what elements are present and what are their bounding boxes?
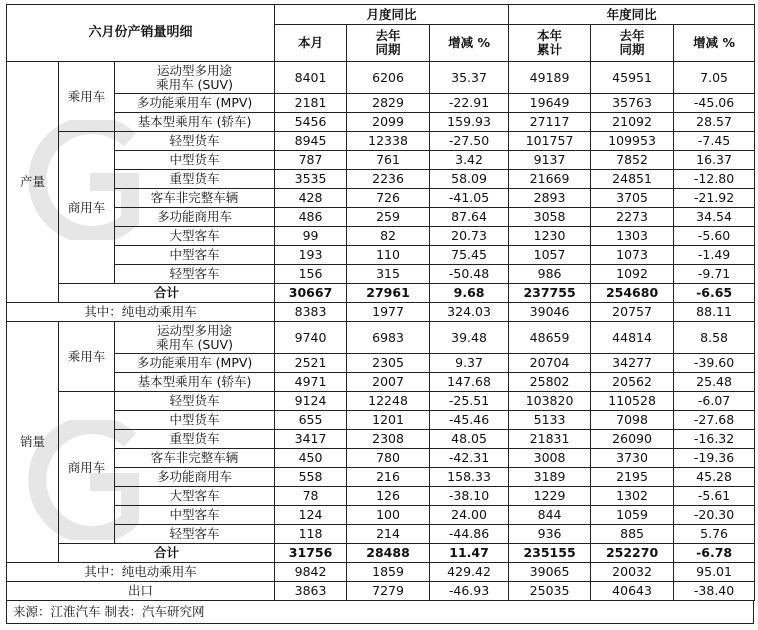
value-cell: 30667 (275, 284, 347, 303)
value-cell: 158.33 (430, 468, 509, 487)
vehicle-type-label: 中型客车 (115, 506, 275, 525)
value-cell: 75.45 (430, 246, 509, 265)
value-cell: 2273 (591, 208, 674, 227)
table-row (7, 62, 755, 94)
value-cell: 26090 (591, 430, 674, 449)
value-cell: 27117 (509, 113, 591, 132)
value-cell: 28.57 (674, 113, 755, 132)
value-cell: 1073 (591, 246, 674, 265)
value-cell: 3058 (509, 208, 591, 227)
value-cell: 3535 (275, 170, 347, 189)
col-header: 增减 % (430, 25, 509, 62)
value-cell: -25.51 (430, 392, 509, 411)
value-cell: 9137 (509, 151, 591, 170)
value-cell: 8401 (275, 62, 347, 94)
value-cell: 39065 (509, 563, 591, 582)
value-cell: 35.37 (430, 62, 509, 94)
value-cell: 103820 (509, 392, 591, 411)
table-row (7, 151, 755, 170)
value-cell: 48.05 (430, 430, 509, 449)
value-cell: 885 (591, 525, 674, 544)
sales-section-label: 销量 (7, 322, 59, 563)
value-cell: 237755 (509, 284, 591, 303)
value-cell: 1977 (347, 303, 430, 322)
value-cell: 34.54 (674, 208, 755, 227)
value-cell: 2893 (509, 189, 591, 208)
value-cell: 2521 (275, 354, 347, 373)
ev-label: 其中：纯电动乘用车 (7, 563, 275, 582)
col-header: 去年 同期 (591, 25, 674, 62)
value-cell: 45951 (591, 62, 674, 94)
value-cell: -44.86 (430, 525, 509, 544)
value-cell: 58.09 (430, 170, 509, 189)
table-row (7, 392, 755, 411)
table-row (7, 525, 755, 544)
production-sales-table (6, 4, 755, 601)
value-cell: 49189 (509, 62, 591, 94)
value-cell: 44814 (591, 322, 674, 354)
value-cell: 3189 (509, 468, 591, 487)
value-cell: 39.48 (430, 322, 509, 354)
table-row (7, 208, 755, 227)
value-cell: -7.45 (674, 132, 755, 151)
value-cell: 2305 (347, 354, 430, 373)
value-cell: 429.42 (430, 563, 509, 582)
production-commercial-label: 商用车 (59, 132, 115, 284)
value-cell: 31756 (275, 544, 347, 563)
ev-row (7, 563, 755, 582)
value-cell: -45.46 (430, 411, 509, 430)
value-cell: 1057 (509, 246, 591, 265)
value-cell: -9.71 (674, 265, 755, 284)
value-cell: 110528 (591, 392, 674, 411)
vehicle-type-label: 重型货车 (115, 430, 275, 449)
export-label: 出口 (7, 582, 275, 601)
value-cell: 99 (275, 227, 347, 246)
value-cell: 39046 (509, 303, 591, 322)
value-cell: 88.11 (674, 303, 755, 322)
value-cell: 450 (275, 449, 347, 468)
value-cell: 95.01 (674, 563, 755, 582)
value-cell: 1229 (509, 487, 591, 506)
value-cell: 1092 (591, 265, 674, 284)
value-cell: -38.10 (430, 487, 509, 506)
value-cell: 6983 (347, 322, 430, 354)
source-footer: 来源：江淮汽车 制表：汽车研究网 (6, 600, 754, 624)
value-cell: 3008 (509, 449, 591, 468)
value-cell: -27.68 (674, 411, 755, 430)
value-cell: 4971 (275, 373, 347, 392)
value-cell: 21092 (591, 113, 674, 132)
value-cell: 21831 (509, 430, 591, 449)
value-cell: 11.47 (430, 544, 509, 563)
value-cell: 126 (347, 487, 430, 506)
total-label: 合计 (59, 544, 275, 563)
value-cell: 1201 (347, 411, 430, 430)
table-row (7, 322, 755, 354)
vehicle-type-label: 中型货车 (115, 411, 275, 430)
value-cell: 48659 (509, 322, 591, 354)
value-cell: 259 (347, 208, 430, 227)
production-section-label: 产量 (7, 62, 59, 303)
value-cell: 110 (347, 246, 430, 265)
value-cell: 787 (275, 151, 347, 170)
table-row (7, 487, 755, 506)
value-cell: 214 (347, 525, 430, 544)
table-row (7, 449, 755, 468)
value-cell: 655 (275, 411, 347, 430)
value-cell: 28488 (347, 544, 430, 563)
value-cell: 21669 (509, 170, 591, 189)
value-cell: 5.76 (674, 525, 755, 544)
value-cell: 8.58 (674, 322, 755, 354)
value-cell: 1302 (591, 487, 674, 506)
value-cell: 100 (347, 506, 430, 525)
value-cell: 7.05 (674, 62, 755, 94)
value-cell: -21.92 (674, 189, 755, 208)
value-cell: -5.60 (674, 227, 755, 246)
value-cell: 101757 (509, 132, 591, 151)
value-cell: -22.91 (430, 94, 509, 113)
value-cell: -42.31 (430, 449, 509, 468)
value-cell: 25.48 (674, 373, 755, 392)
value-cell: 147.68 (430, 373, 509, 392)
vehicle-type-label: 运动型多用途 乘用车 (SUV) (115, 322, 275, 354)
value-cell: 27961 (347, 284, 430, 303)
value-cell: 3417 (275, 430, 347, 449)
value-cell: 9842 (275, 563, 347, 582)
value-cell: 844 (509, 506, 591, 525)
vehicle-type-label: 基本型乘用车 (轿车) (115, 113, 275, 132)
value-cell: 235155 (509, 544, 591, 563)
value-cell: 87.64 (430, 208, 509, 227)
col-header: 本年 累计 (509, 25, 591, 62)
vehicle-type-label: 基本型乘用车 (轿车) (115, 373, 275, 392)
value-cell: 780 (347, 449, 430, 468)
table-row (7, 354, 755, 373)
value-cell: 20032 (591, 563, 674, 582)
value-cell: 5133 (509, 411, 591, 430)
value-cell: 9740 (275, 322, 347, 354)
yearly-group-header: 年度同比 (509, 5, 755, 25)
value-cell: 1303 (591, 227, 674, 246)
value-cell: 1230 (509, 227, 591, 246)
value-cell: 2007 (347, 373, 430, 392)
value-cell: 20704 (509, 354, 591, 373)
table-row (7, 246, 755, 265)
table-row (7, 468, 755, 487)
value-cell: -50.48 (430, 265, 509, 284)
value-cell: 2308 (347, 430, 430, 449)
value-cell: 2195 (591, 468, 674, 487)
value-cell: 936 (509, 525, 591, 544)
table-row (7, 189, 755, 208)
value-cell: -6.65 (674, 284, 755, 303)
vehicle-type-label: 中型货车 (115, 151, 275, 170)
vehicle-type-label: 多功能商用车 (115, 208, 275, 227)
ev-label: 其中：纯电动乘用车 (7, 303, 275, 322)
value-cell: 428 (275, 189, 347, 208)
value-cell: 118 (275, 525, 347, 544)
table-row (7, 113, 755, 132)
sales-commercial-label: 商用车 (59, 392, 115, 544)
value-cell: 254680 (591, 284, 674, 303)
table-row (7, 170, 755, 189)
sales-passenger-label: 乘用车 (59, 322, 115, 392)
table-row (7, 411, 755, 430)
value-cell: 34277 (591, 354, 674, 373)
value-cell: -6.78 (674, 544, 755, 563)
value-cell: 16.37 (674, 151, 755, 170)
table-row (7, 506, 755, 525)
table-row (7, 227, 755, 246)
value-cell: 78 (275, 487, 347, 506)
value-cell: 25035 (509, 582, 591, 601)
vehicle-type-label: 多功能乘用车 (MPV) (115, 94, 275, 113)
value-cell: 20757 (591, 303, 674, 322)
vehicle-type-label: 大型客车 (115, 487, 275, 506)
table-row (7, 430, 755, 449)
value-cell: 20562 (591, 373, 674, 392)
value-cell: 558 (275, 468, 347, 487)
value-cell: 40643 (591, 582, 674, 601)
value-cell: 2236 (347, 170, 430, 189)
value-cell: 109953 (591, 132, 674, 151)
value-cell: 9.37 (430, 354, 509, 373)
table-row (7, 373, 755, 392)
vehicle-type-label: 重型货车 (115, 170, 275, 189)
value-cell: 726 (347, 189, 430, 208)
value-cell: 324.03 (430, 303, 509, 322)
value-cell: 315 (347, 265, 430, 284)
col-header: 去年 同期 (347, 25, 430, 62)
value-cell: 25802 (509, 373, 591, 392)
value-cell: 19649 (509, 94, 591, 113)
value-cell: -1.49 (674, 246, 755, 265)
value-cell: 3705 (591, 189, 674, 208)
ev-row (7, 303, 755, 322)
value-cell: 45.28 (674, 468, 755, 487)
vehicle-type-label: 轻型货车 (115, 392, 275, 411)
value-cell: 9124 (275, 392, 347, 411)
value-cell: 6206 (347, 62, 430, 94)
value-cell: 5456 (275, 113, 347, 132)
value-cell: 159.93 (430, 113, 509, 132)
value-cell: 35763 (591, 94, 674, 113)
value-cell: 20.73 (430, 227, 509, 246)
export-row (7, 582, 755, 601)
value-cell: -5.61 (674, 487, 755, 506)
value-cell: 3863 (275, 582, 347, 601)
value-cell: -46.93 (430, 582, 509, 601)
vehicle-type-label: 中型客车 (115, 246, 275, 265)
vehicle-type-label: 运动型多用途 乘用车 (SUV) (115, 62, 275, 94)
value-cell: 2099 (347, 113, 430, 132)
value-cell: -41.05 (430, 189, 509, 208)
value-cell: 82 (347, 227, 430, 246)
value-cell: 12248 (347, 392, 430, 411)
value-cell: 2829 (347, 94, 430, 113)
monthly-group-header: 月度同比 (275, 5, 509, 25)
vehicle-type-label: 轻型客车 (115, 525, 275, 544)
value-cell: 1859 (347, 563, 430, 582)
total-label: 合计 (59, 284, 275, 303)
value-cell: -12.80 (674, 170, 755, 189)
value-cell: -38.40 (674, 582, 755, 601)
value-cell: 7098 (591, 411, 674, 430)
value-cell: 193 (275, 246, 347, 265)
value-cell: -16.32 (674, 430, 755, 449)
vehicle-type-label: 多功能商用车 (115, 468, 275, 487)
value-cell: 3730 (591, 449, 674, 468)
value-cell: 24.00 (430, 506, 509, 525)
total-row (7, 544, 755, 563)
value-cell: 2181 (275, 94, 347, 113)
vehicle-type-label: 轻型货车 (115, 132, 275, 151)
value-cell: -45.06 (674, 94, 755, 113)
value-cell: 8945 (275, 132, 347, 151)
value-cell: -19.36 (674, 449, 755, 468)
value-cell: 124 (275, 506, 347, 525)
value-cell: -20.30 (674, 506, 755, 525)
total-row (7, 284, 755, 303)
vehicle-type-label: 客车非完整车辆 (115, 189, 275, 208)
value-cell: 24851 (591, 170, 674, 189)
table-row (7, 132, 755, 151)
value-cell: 761 (347, 151, 430, 170)
table-title: 六月份产销量明细 (7, 5, 275, 62)
value-cell: -39.60 (674, 354, 755, 373)
value-cell: 3.42 (430, 151, 509, 170)
table-row (7, 94, 755, 113)
value-cell: 986 (509, 265, 591, 284)
value-cell: 8383 (275, 303, 347, 322)
value-cell: -27.50 (430, 132, 509, 151)
value-cell: 7279 (347, 582, 430, 601)
value-cell: 9.68 (430, 284, 509, 303)
value-cell: 7852 (591, 151, 674, 170)
table-row (7, 265, 755, 284)
value-cell: 216 (347, 468, 430, 487)
col-header: 本月 (275, 25, 347, 62)
value-cell: 1059 (591, 506, 674, 525)
value-cell: -6.07 (674, 392, 755, 411)
vehicle-type-label: 客车非完整车辆 (115, 449, 275, 468)
vehicle-type-label: 大型客车 (115, 227, 275, 246)
col-header: 增减 % (674, 25, 755, 62)
value-cell: 12338 (347, 132, 430, 151)
vehicle-type-label: 多功能乘用车 (MPV) (115, 354, 275, 373)
vehicle-type-label: 轻型客车 (115, 265, 275, 284)
value-cell: 252270 (591, 544, 674, 563)
value-cell: 156 (275, 265, 347, 284)
value-cell: 486 (275, 208, 347, 227)
production-passenger-label: 乘用车 (59, 62, 115, 132)
